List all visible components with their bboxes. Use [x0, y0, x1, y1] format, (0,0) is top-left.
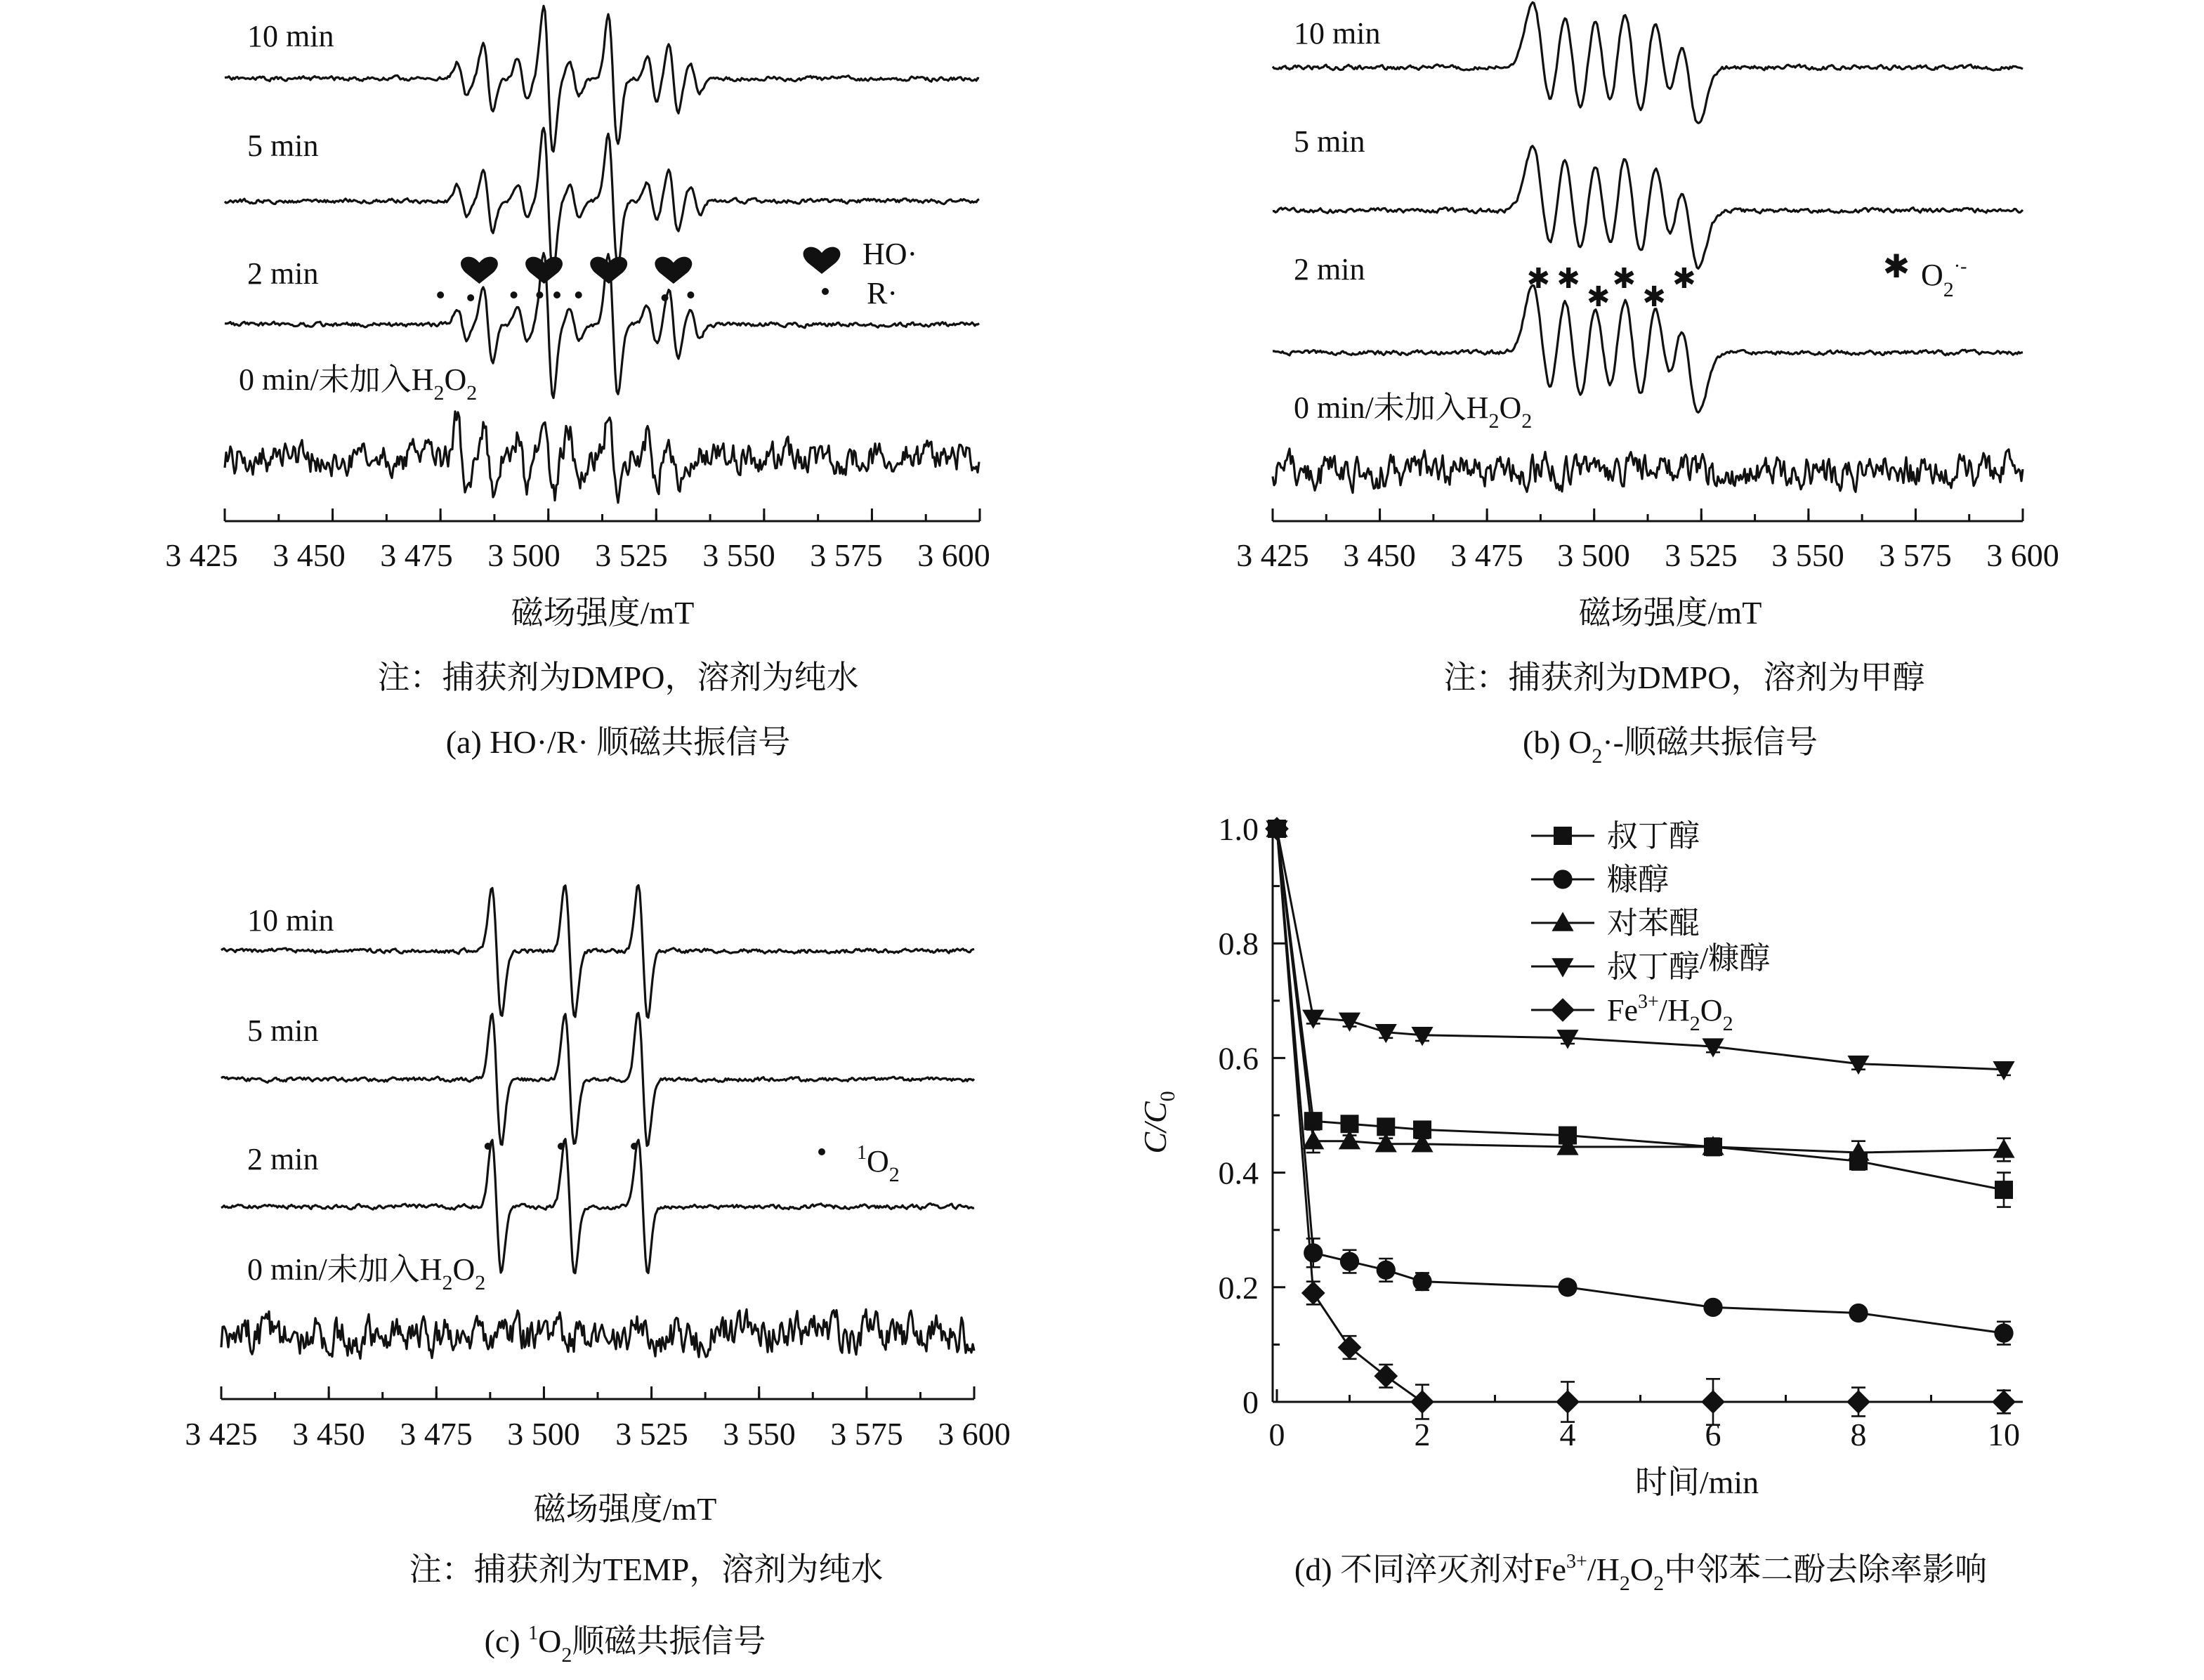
asterisk-marker: ✱	[1556, 263, 1580, 294]
x-tick-label: 3 575	[830, 1416, 903, 1452]
x-tick-label: 3 575	[810, 537, 883, 573]
heart-icon	[803, 247, 841, 274]
data-point	[1701, 1390, 1725, 1414]
x-tick-label: 3 525	[615, 1416, 688, 1452]
ho-radical-markers	[461, 257, 692, 284]
data-point	[1703, 1298, 1722, 1317]
data-point	[1410, 1390, 1434, 1414]
panel-c	[185, 885, 1011, 1667]
y-tick-label: 1.0	[1218, 811, 1259, 847]
data-point	[1558, 1278, 1577, 1297]
dot-marker	[437, 291, 444, 298]
note-a: 注：捕获剂为DMPO，溶剂为纯水	[377, 659, 859, 695]
x-tick-label: 3 525	[595, 537, 668, 573]
legend-1o2: $^1O_2$	[857, 1142, 900, 1186]
trace-label-2min: 2 min	[1294, 252, 1365, 287]
asterisk-icon: ✱	[1882, 249, 1910, 284]
legend-o2: $O_2^{\cdot-}$	[1921, 256, 1967, 301]
asterisk-marker: ✱	[1672, 263, 1696, 294]
y-tick-label: 0.4	[1218, 1155, 1259, 1191]
esr-trace-1	[1273, 2, 2023, 123]
esr-trace-2	[1273, 146, 2023, 269]
legend-marker	[1552, 958, 1573, 977]
heart-marker	[525, 257, 563, 284]
r-radical-markers	[437, 291, 694, 301]
caption-c: (c) $^1O_2$顺磁共振信号	[484, 1622, 766, 1667]
x-tick-label: 3 475	[380, 537, 453, 573]
legend-marker	[1553, 869, 1572, 888]
x-tick-label: 3 500	[507, 1416, 580, 1452]
note-b: 注：捕获剂为DMPO，溶剂为甲醇	[1443, 659, 1925, 695]
dot-marker	[553, 291, 560, 298]
legend-marker	[1552, 912, 1573, 931]
trace-label-2min: 2 min	[247, 1142, 319, 1176]
x-axis-label-d: 时间/min	[1634, 1464, 1759, 1500]
panel-d	[1137, 811, 2023, 1595]
data-point	[1304, 1243, 1323, 1262]
x-tick-label: 3 450	[1343, 537, 1416, 573]
legend-marker	[1554, 827, 1572, 845]
esr-trace-1	[221, 885, 974, 1018]
data-point	[1301, 1281, 1325, 1305]
trace-label-0min: 0 min/未加入$H_2O_2$	[1294, 391, 1533, 433]
data-point	[1302, 1130, 1324, 1149]
data-point	[1992, 1390, 2016, 1414]
legend-r: R·	[867, 276, 898, 310]
y-tick-label: 0.6	[1218, 1040, 1259, 1077]
x-tick-label: 3 600	[1986, 537, 2059, 573]
x-tick-label: 4	[1559, 1417, 1576, 1452]
x-tick-label: 3 550	[702, 537, 775, 573]
dot-marker	[662, 294, 669, 301]
trace-label-5min: 5 min	[247, 1013, 319, 1048]
esr-trace-1	[225, 6, 979, 151]
legend-c	[818, 1142, 900, 1186]
dot-marker	[467, 294, 474, 301]
superoxide-markers	[1527, 263, 1696, 313]
caption-d: (d) 不同淬灭剂对$Fe^{3+}/H_2O_2$中邻苯二酚去除率影响	[1294, 1551, 1988, 1595]
dot-marker	[511, 291, 518, 298]
x-tick-label: 3 550	[723, 1416, 796, 1452]
trace-label-0min: 0 min/未加入$H_2O_2$	[247, 1252, 486, 1294]
data-point	[1411, 1027, 1433, 1046]
data-point	[1993, 1138, 2014, 1157]
heart-marker	[655, 257, 692, 284]
trace-label-2min: 2 min	[247, 256, 319, 291]
x-tick-label: 3 475	[400, 1416, 473, 1452]
x-tick-label: 3 450	[292, 1416, 365, 1452]
legend-b	[1883, 249, 1967, 301]
data-point	[1846, 1390, 1870, 1414]
y-tick-label: 0	[1242, 1384, 1259, 1420]
y-tick-label: 0.2	[1218, 1269, 1259, 1306]
x-tick-label: 0	[1268, 1417, 1285, 1452]
trace-label-10min: 10 min	[1294, 16, 1381, 51]
x-tick-label: 3 425	[1236, 537, 1309, 573]
x-axis-a	[165, 508, 990, 573]
data-point	[1993, 1061, 2014, 1080]
x-axis-label-a: 磁场强度/mT	[511, 595, 695, 631]
esr-trace-4	[1273, 449, 2023, 493]
esr-trace-2	[221, 1013, 974, 1146]
legend-label: 叔丁醇	[1607, 819, 1700, 853]
data-point	[1556, 1390, 1580, 1414]
panel-a	[165, 6, 990, 760]
asterisk-marker: ✱	[1642, 281, 1666, 313]
asterisk-marker: ✱	[1612, 263, 1636, 294]
data-point	[1377, 1261, 1396, 1280]
dot-marker	[631, 1143, 638, 1150]
legend-d	[1531, 819, 1770, 1035]
series-2	[1267, 819, 2013, 1344]
asterisk-marker: ✱	[1587, 281, 1611, 313]
x-tick-label: 3 425	[185, 1416, 258, 1452]
x-tick-label: 3 550	[1771, 537, 1844, 573]
trace-label-0min: 0 min/未加入$H_2O_2$	[239, 362, 478, 405]
dot-icon	[822, 288, 829, 295]
caption-a: (a) HO·/R· 顺磁共振信号	[445, 724, 791, 760]
data-point	[1374, 1364, 1398, 1388]
x-tick-label: 3 525	[1665, 537, 1738, 573]
trace-label-5min: 5 min	[247, 129, 319, 163]
data-point	[1338, 1336, 1362, 1360]
data-point	[1995, 1181, 2013, 1199]
x-tick-label: 3 425	[165, 537, 238, 573]
data-point	[1304, 1112, 1323, 1130]
legend-label: $Fe^{3+}/H_2O_2$	[1607, 991, 1733, 1035]
dot-icon	[818, 1148, 825, 1155]
x-tick-label: 3 600	[917, 537, 990, 573]
legend-label: 叔丁醇/糠醇	[1607, 941, 1771, 984]
singlet-oxygen-markers	[485, 1143, 638, 1150]
esr-traces-c	[221, 885, 974, 1358]
heart-marker	[461, 257, 498, 284]
x-axis-b	[1236, 508, 2059, 573]
x-tick-label: 3 600	[938, 1416, 1011, 1452]
trace-label-10min: 10 min	[247, 19, 334, 53]
dot-marker	[558, 1143, 565, 1150]
x-tick-label: 8	[1850, 1417, 1867, 1452]
panel-b	[1236, 2, 2059, 768]
x-tick-label: 6	[1705, 1417, 1721, 1452]
x-tick-label: 3 500	[1557, 537, 1630, 573]
trace-label-10min: 10 min	[247, 903, 334, 938]
esr-trace-4	[221, 1309, 974, 1358]
trace-label-5min: 5 min	[1294, 124, 1365, 159]
x-axis-c	[185, 1386, 1011, 1452]
legend-a	[803, 237, 918, 310]
data-point	[1412, 1272, 1431, 1291]
legend-marker	[1551, 998, 1575, 1022]
dot-marker	[536, 291, 543, 298]
y-tick-label: 0.8	[1218, 926, 1259, 962]
y-axis-label-d: $C/C_0$	[1137, 1091, 1179, 1154]
data-point	[1340, 1252, 1359, 1271]
caption-b: (b) $O_2\cdot-$顺磁共振信号	[1523, 724, 1818, 768]
series-line	[1277, 829, 2004, 1333]
esr-trace-4	[225, 412, 979, 503]
legend-ho: HO·	[862, 237, 918, 271]
data-point	[1849, 1304, 1868, 1323]
x-axis-label-c: 磁场强度/mT	[533, 1491, 717, 1527]
dot-marker	[687, 291, 694, 298]
legend-label: 糠醇	[1607, 862, 1669, 897]
dot-marker	[485, 1143, 492, 1150]
dot-marker	[575, 291, 582, 298]
x-axis-label-b: 磁场强度/mT	[1578, 595, 1762, 631]
note-c: 注：捕获剂为TEMP，溶剂为纯水	[409, 1551, 884, 1587]
x-tick-label: 3 575	[1879, 537, 1952, 573]
x-tick-label: 10	[1988, 1417, 2020, 1452]
data-point	[1994, 1323, 2013, 1342]
asterisk-marker: ✱	[1526, 263, 1551, 294]
x-tick-label: 3 450	[273, 537, 346, 573]
x-tick-label: 3 500	[487, 537, 560, 573]
x-tick-label: 3 475	[1450, 537, 1523, 573]
legend-label: 对苯醌	[1607, 906, 1700, 940]
x-tick-label: 2	[1414, 1417, 1431, 1452]
